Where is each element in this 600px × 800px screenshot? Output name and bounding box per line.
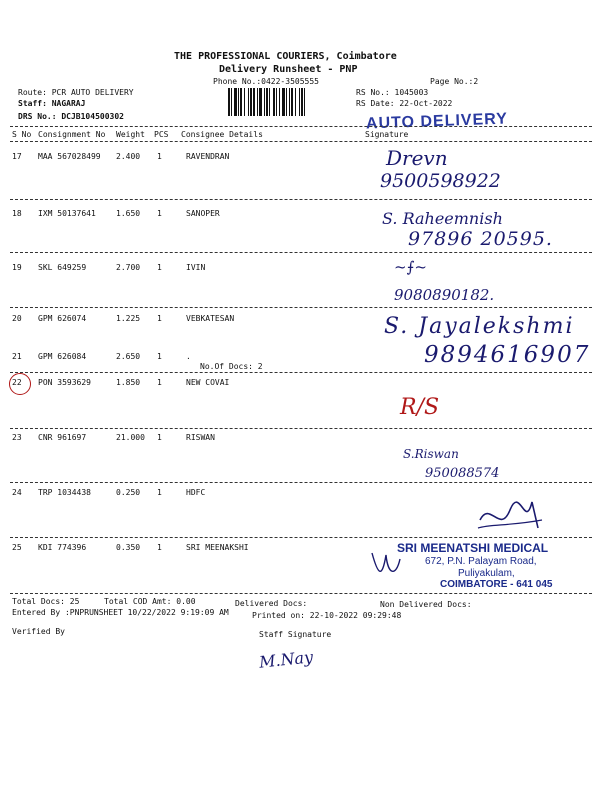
row-pcs: 1 [157,352,162,361]
row-pcs: 1 [157,209,162,218]
drs-number: DRS No.: DCJB104500302 [18,112,124,121]
barcode-bar [273,88,275,116]
stamp-line-4: COIMBATORE - 641 045 [440,579,553,590]
row-pcs: 1 [157,433,162,442]
rs-date: RS Date: 22-Oct-2022 [356,99,453,108]
barcode-bar [228,88,230,116]
row-pcs: 1 [157,378,162,387]
barcode-bar [244,88,245,116]
runsheet-subtitle: Delivery Runsheet - PNP [219,64,358,75]
barcode-bar [304,88,305,116]
verified-by: Verified By [12,627,65,636]
row-weight: 2.650 [116,352,141,361]
row-consignee: SANOPER [186,209,220,218]
barcode-bar [282,88,285,116]
row-sno: 21 [12,352,22,361]
barcode-bar [250,88,252,116]
phone-number: Phone No.:0422-3505555 [213,77,319,86]
row-pcs: 1 [157,263,162,272]
row-consignment: TRP 1034438 [38,488,91,497]
barcode-bar [276,88,277,116]
handwritten-rs-mark-22: R/S [400,395,440,420]
row-consignee: RAVENDRAN [186,152,230,161]
row-22-circle-mark [9,373,31,395]
row-consignment: CNR 961697 [38,433,87,442]
row-consignee: . [186,352,191,361]
route: Route: PCR AUTO DELIVERY [18,88,134,97]
total-cod: Total COD Amt: 0.00 [104,597,196,606]
barcode-bar [248,88,249,116]
row-consignee: RISWAN [186,433,215,442]
row-pcs: 1 [157,488,162,497]
stamp-line-2: 672, P.N. Palayam Road, [425,556,537,567]
row-weight: 2.400 [116,152,141,161]
handwritten-name-18: S. Raheemnish [382,209,503,228]
handwritten-phone-18: 97896 20595. [408,228,553,250]
row-consignee: VEBKATESAN [186,314,235,323]
row-weight: 1.850 [116,378,141,387]
row-pcs: 1 [157,314,162,323]
row-weight: 21.000 [116,433,145,442]
staff-signature-label: Staff Signature [259,630,332,639]
barcode-bar [231,88,232,116]
row-consignee: SRI MEENAKSHI [186,543,249,552]
barcode-bar [238,88,239,116]
handwritten-name-17: Drevn [386,146,448,170]
row-sno: 22 [12,378,22,387]
row-consignee: HDFC [186,488,206,497]
barcode-bar [266,88,268,116]
barcode-bar [234,88,237,116]
handwritten-name-20: S. Jayalekshmi [384,314,575,339]
barcode-bar [289,88,290,116]
barcode-bar [291,88,293,116]
row-pcs: 1 [157,543,162,552]
barcode-bar [253,88,255,116]
row-weight: 2.700 [116,263,141,272]
handwritten-phone-20: 9894616907 [424,342,591,368]
stamp-line-1: SRI MEENATSHI MEDICAL [397,541,549,555]
row-consignee: IVIN [186,263,206,272]
staff-signature: M.Nay [258,647,314,672]
row-sno: 23 [12,433,22,442]
col-pcs: PCS [154,130,169,139]
rs-number: RS No.: 1045003 [356,88,429,97]
row-consignment: KDI 774396 [38,543,87,552]
barcode-bar [259,88,262,116]
row-sno: 19 [12,263,22,272]
row-separator [10,372,592,373]
row-consignment: SKL 649259 [38,263,87,272]
signature-24 [470,490,550,540]
signature-19-scribble: ~⨍~ [394,258,427,276]
barcode-bar [299,88,300,116]
delivered-docs: Delivered Docs: [235,599,308,608]
barcode-bar [295,88,296,116]
row-sno: 18 [12,209,22,218]
row-weight: 1.650 [116,209,141,218]
row-sno: 20 [12,314,22,323]
barcode [228,88,348,116]
row-consignment: MAA 567028499 [38,152,101,161]
handwritten-name-23: S.Riswan [403,447,459,461]
row-sno: 17 [12,152,22,161]
col-sno: S No [12,130,32,139]
non-delivered-docs: Non Delivered Docs: [380,600,472,609]
row-consignment: PON 3593629 [38,378,91,387]
barcode-bar [301,88,303,116]
row-weight: 1.225 [116,314,141,323]
row-separator [10,428,592,429]
row-separator [10,593,592,594]
page-number: Page No.:2 [430,77,479,86]
handwritten-phone-19: 9080890182. [394,286,495,304]
row-sno: 24 [12,488,22,497]
row-pcs: 1 [157,152,162,161]
header-bottom-rule [10,141,592,142]
row-separator [10,307,592,308]
row-separator [10,482,592,483]
row-consignee: NEW COVAI [186,378,230,387]
barcode-bar [240,88,242,116]
auto-delivery-stamp: AUTO DELIVERY [365,110,509,133]
no-of-docs: No.Of Docs: 2 [200,362,263,371]
row-consignment: IXM 50137641 [38,209,96,218]
col-consignment: Consignment No [38,130,106,139]
barcode-bar [269,88,270,116]
barcode-bar [286,88,287,116]
header-top-rule [10,126,592,127]
printed-on: Printed on: 22-10-2022 09:29:48 [252,611,402,620]
entered-by: Entered By :PNPRUNSHEET 10/22/2022 9:19:09 AM [12,608,229,617]
staff: Staff: NAGARAJ [18,99,86,108]
row-sno: 25 [12,543,22,552]
col-signature: Signature [365,130,409,139]
handwritten-phone-17: 9500598922 [380,170,501,192]
row-separator [10,252,592,253]
barcode-bar [257,88,258,116]
stamp-line-3: Puliyakulam, [458,568,515,579]
col-consignee: Consignee Details [181,130,263,139]
col-weight: Weight [116,130,145,139]
row-weight: 0.350 [116,543,141,552]
barcode-bar [264,88,265,116]
total-docs: Total Docs: 25 [12,597,80,606]
row-consignment: GPM 626084 [38,352,87,361]
row-consignment: GPM 626074 [38,314,87,323]
row-weight: 0.250 [116,488,141,497]
barcode-bar [279,88,280,116]
company-title: THE PROFESSIONAL COURIERS, Coimbatore [174,51,397,62]
row-separator [10,199,592,200]
handwritten-phone-23: 950088574 [425,466,500,481]
